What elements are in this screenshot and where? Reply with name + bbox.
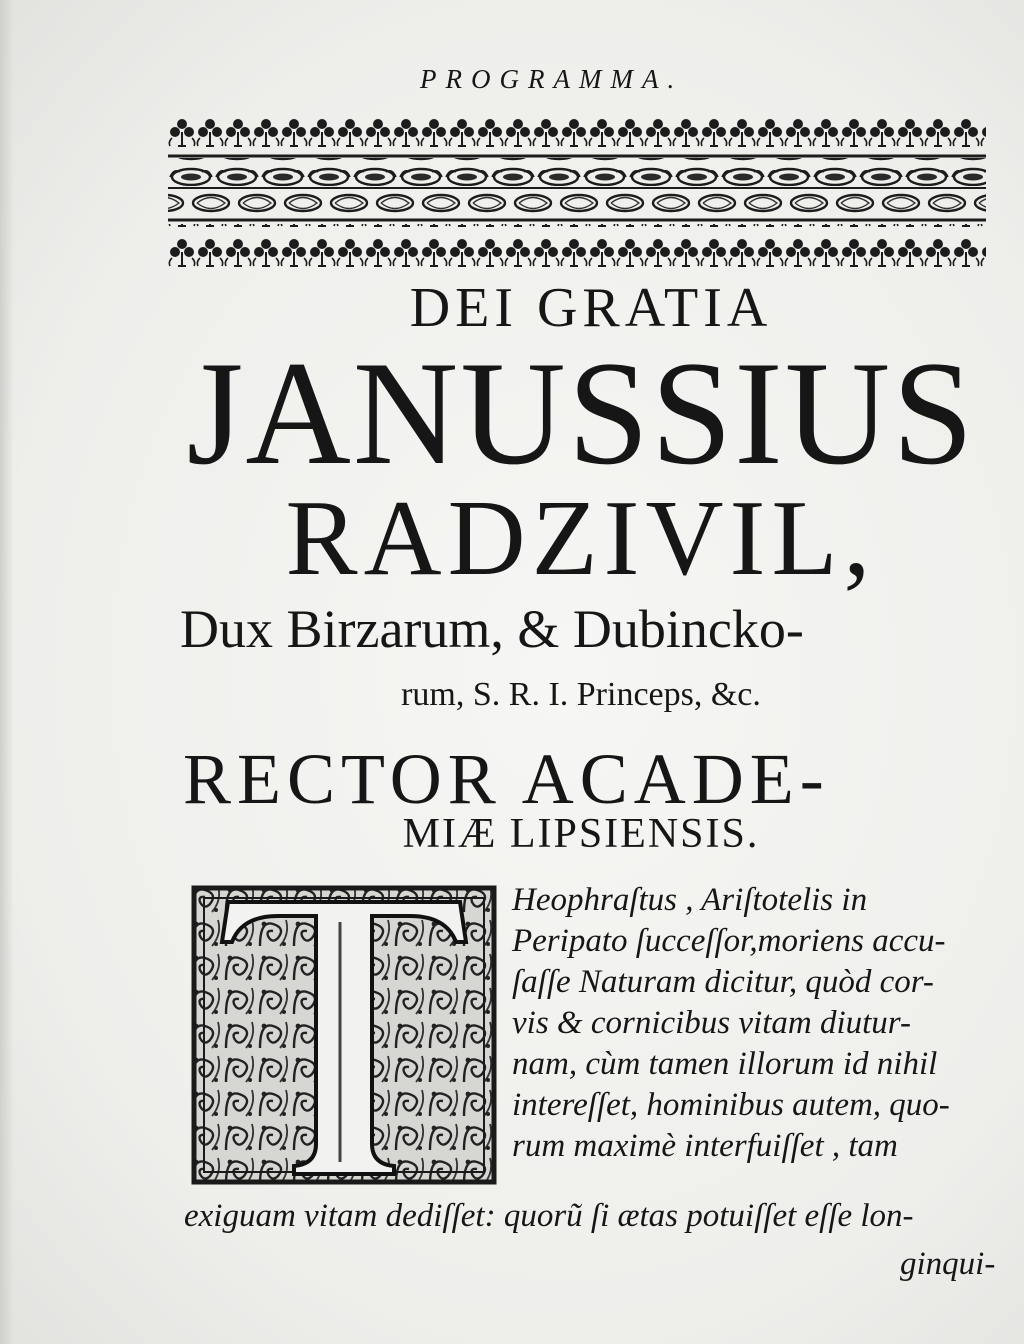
page-edge-shadow [0, 0, 14, 1344]
body-line-2: Peripato ſucceſſor,moriens accu- [512, 923, 946, 959]
title-dux-line: Dux Birzarum, & Dubincko- [180, 599, 804, 659]
title-dei-gratia: DEI GRATIA [409, 277, 773, 339]
title-radzivil: RADZIVIL, [285, 479, 877, 598]
body-line-8: exiguam vitam dediſſet: quorũ ſi ætas potuiſſet eſſe lon- [184, 1198, 914, 1234]
body-line-1: Heophraſtus , Ariſtotelis in [512, 882, 868, 918]
ornamental-headpiece [168, 112, 986, 270]
body-line-4: vis & cornicibus vitam diutur- [512, 1005, 911, 1041]
running-title: PROGRAMMA. [420, 64, 684, 94]
title-princeps-line: rum, S. R. I. Princeps, &c. [401, 676, 761, 713]
title-lipsiensis-line: MIÆ LIPSIENSIS. [402, 811, 760, 857]
body-line-5: nam, cùm tamen illorum id nihil [512, 1046, 938, 1082]
title-rector-line: RECTOR ACADE- [183, 739, 830, 819]
body-line-6: intereſſet, hominibus autem, quo- [512, 1087, 950, 1123]
body-line-7: rum maximè interfuiſſet , tam [512, 1128, 898, 1164]
decorated-initial-t [188, 882, 500, 1188]
body-line-3: ſaſſe Naturam dicitur, quòd cor- [512, 964, 934, 1000]
body-line-9: ginqui- [900, 1246, 996, 1282]
title-janussius: JANUSSIUS [186, 330, 976, 496]
